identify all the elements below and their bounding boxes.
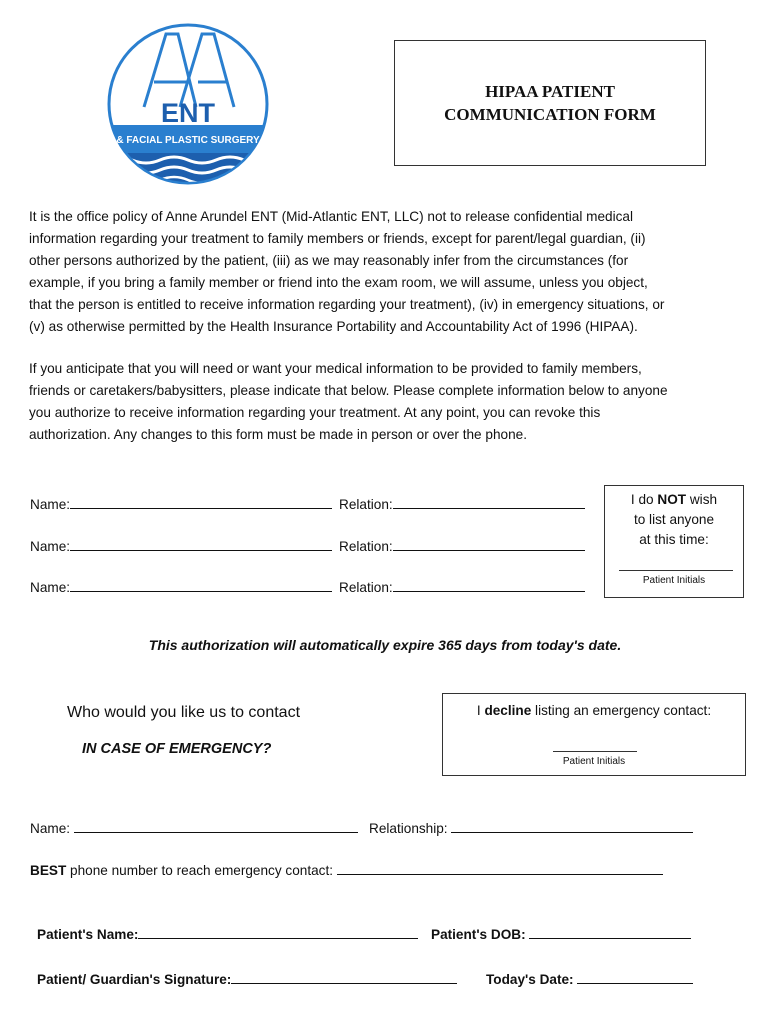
- instructions-line: If you anticipate that you will need or want your medical information to be provided to family members,: [29, 361, 642, 376]
- policy-line: (v) as otherwise permitted by the Health Insurance Portability and Accountability Act of 1996 (HIPAA).: [29, 319, 638, 334]
- decline-emphasis: decline: [484, 703, 532, 718]
- contact-row-1: [30, 494, 332, 512]
- opt-out-emphasis: NOT: [657, 492, 687, 507]
- decline-text: I: [476, 703, 485, 718]
- date-field[interactable]: [577, 969, 693, 984]
- relation-row-2: [339, 536, 585, 554]
- relation-label: Relation:: [339, 580, 393, 595]
- title-line-1: HIPAA PATIENT: [485, 82, 615, 101]
- opt-out-text: I do: [630, 492, 658, 507]
- instructions-line: you authorize to receive information regarding your treatment. At any point, you can revoke this: [29, 405, 601, 420]
- contact-row-3: [30, 577, 332, 595]
- form-title-box: [394, 40, 706, 166]
- emergency-name-field[interactable]: [74, 818, 358, 833]
- opt-out-box: [604, 485, 744, 598]
- logo-ent-text: ENT: [161, 98, 215, 128]
- name-field-1[interactable]: [70, 494, 332, 509]
- phone-emphasis: BEST: [30, 863, 67, 878]
- title-line-2: COMMUNICATION FORM: [444, 105, 656, 124]
- decline-text-end: listing an emergency contact:: [531, 703, 712, 718]
- practice-logo: [104, 22, 272, 187]
- relation-row-1: [339, 494, 585, 512]
- opt-out-initials-field[interactable]: [619, 570, 733, 571]
- opt-out-line-3: at this time:: [639, 532, 709, 547]
- instructions-paragraph: [29, 358, 741, 446]
- patient-name-field[interactable]: [138, 924, 418, 939]
- relation-label: Relation:: [339, 497, 393, 512]
- date-row: [486, 969, 693, 987]
- patient-dob-row: [431, 924, 691, 942]
- relation-row-3: [339, 577, 585, 595]
- patient-name-label: Patient's Name:: [37, 927, 139, 942]
- instructions-line: friends or caretakers/babysitters, please indicate that below. Please complete information below to anyone: [29, 383, 668, 398]
- emergency-relationship-row: [369, 818, 693, 836]
- name-field-3[interactable]: [70, 577, 332, 592]
- patient-dob-label: Patient's DOB:: [431, 927, 526, 942]
- emergency-phone-field[interactable]: [337, 860, 663, 875]
- relation-field-2[interactable]: [393, 536, 585, 551]
- emergency-name-row: [30, 818, 358, 836]
- policy-line: information regarding your treatment to family members or friends, except for parent/legal guardian, (ii): [29, 231, 646, 246]
- relation-label: Relation:: [339, 539, 393, 554]
- policy-line: that the person is entitled to receive information regarding your treatment), (iv) in emergency situations, or: [29, 297, 665, 312]
- emergency-relationship-label: Relationship:: [369, 821, 448, 836]
- emergency-relationship-field[interactable]: [451, 818, 693, 833]
- signature-row: [37, 969, 457, 987]
- opt-out-initials-label: Patient Initials: [642, 575, 706, 586]
- policy-line: It is the office policy of Anne Arundel ENT (Mid-Atlantic ENT, LLC) not to release confidential medical: [29, 209, 633, 224]
- contact-row-2: [30, 536, 332, 554]
- name-label: Name:: [30, 580, 71, 595]
- opt-out-text-end: wish: [686, 492, 718, 507]
- decline-box: [442, 693, 746, 776]
- policy-paragraph: [29, 206, 741, 338]
- name-field-2[interactable]: [70, 536, 332, 551]
- patient-dob-field[interactable]: [529, 924, 691, 939]
- name-label: Name:: [30, 539, 71, 554]
- decline-initials-field[interactable]: [553, 751, 637, 752]
- policy-line: other persons authorized by the patient, (iii) as we may reasonably infer from the circumstances (for: [29, 253, 629, 268]
- signature-label: Patient/ Guardian's Signature:: [37, 972, 232, 987]
- name-label: Name:: [30, 497, 71, 512]
- opt-out-line-2: to list anyone: [633, 512, 715, 527]
- relation-field-3[interactable]: [393, 577, 585, 592]
- policy-line: example, if you bring a family member or friend into the exam room, we will assume, unless you object,: [29, 275, 648, 290]
- emergency-phone-row: [30, 860, 663, 878]
- date-label: Today's Date:: [486, 972, 574, 987]
- expiration-notice: This authorization will automatically expire 365 days from today's date.: [148, 637, 622, 653]
- signature-field[interactable]: [231, 969, 457, 984]
- phone-label: phone number to reach emergency contact:: [66, 863, 334, 878]
- emergency-question: Who would you like us to contact: [67, 704, 301, 721]
- decline-initials-label: Patient Initials: [562, 756, 626, 767]
- patient-name-row: [37, 924, 418, 942]
- relation-field-1[interactable]: [393, 494, 585, 509]
- instructions-line: authorization. Any changes to this form must be made in person or over the phone.: [29, 427, 527, 442]
- emergency-name-label: Name:: [30, 821, 71, 836]
- emergency-heading: IN CASE OF EMERGENCY?: [82, 741, 272, 757]
- logo-tagline: & FACIAL PLASTIC SURGERY: [116, 135, 260, 146]
